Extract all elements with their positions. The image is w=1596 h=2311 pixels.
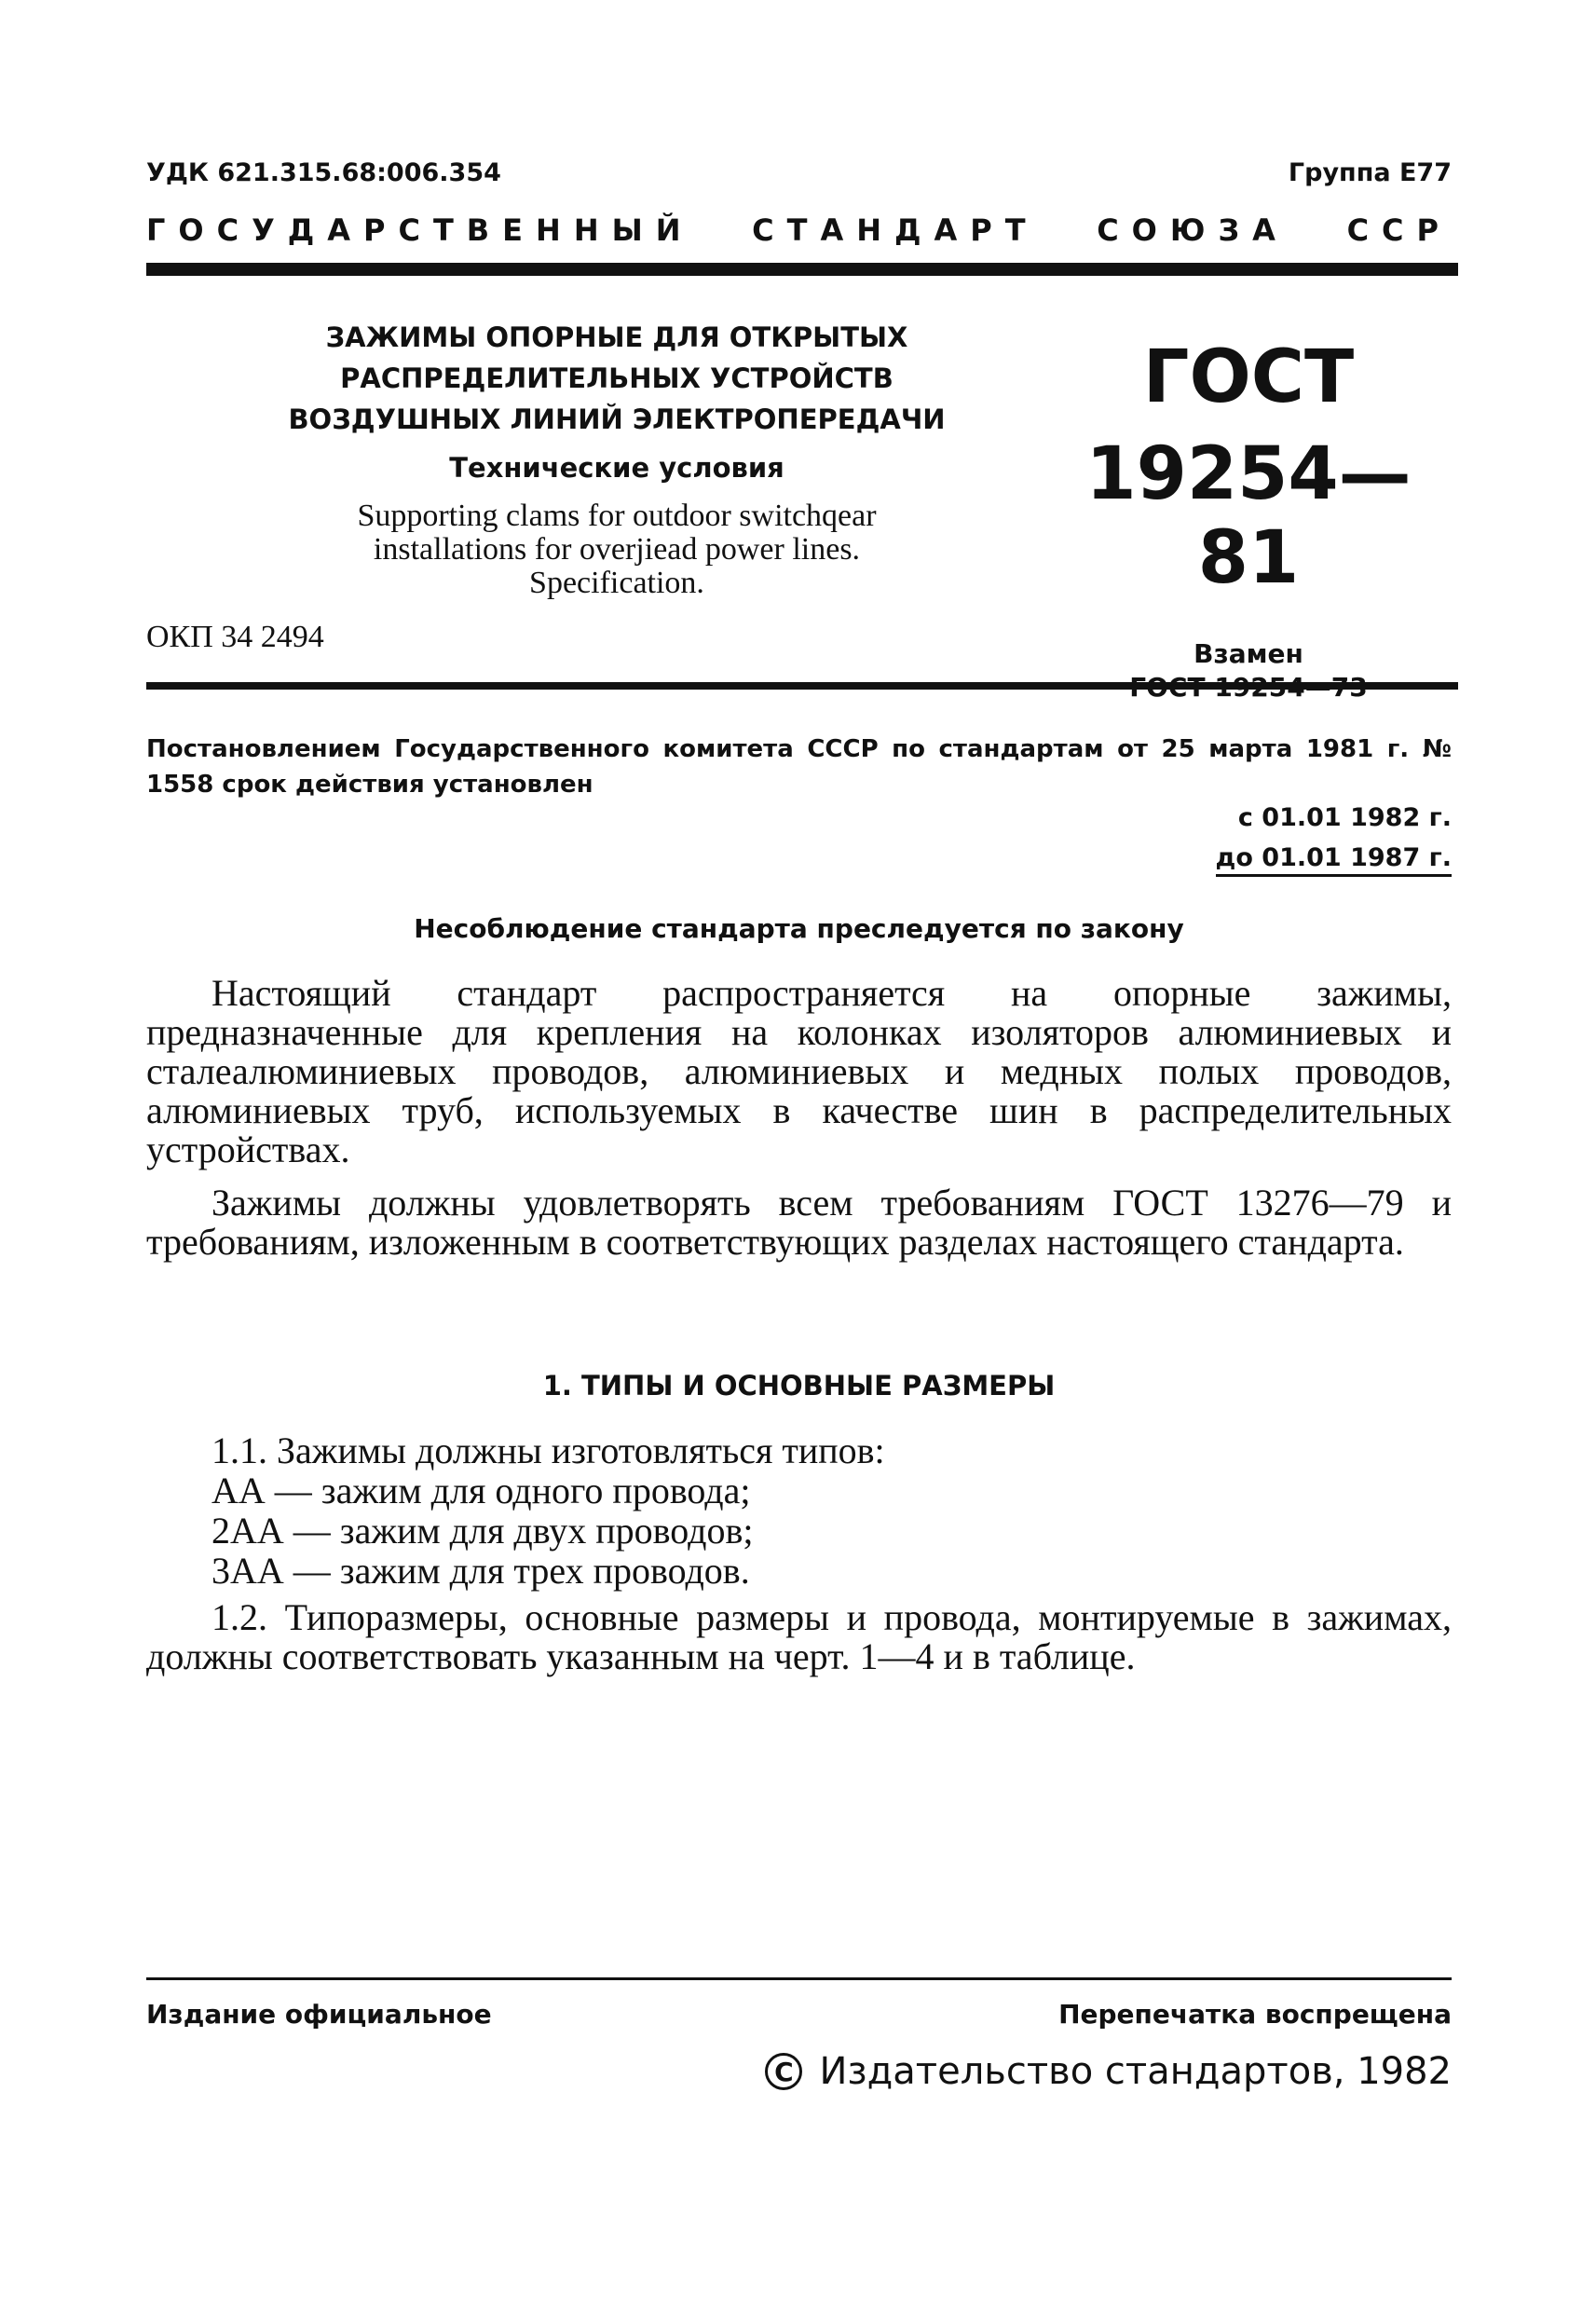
banner-word: ССР [1346,212,1452,248]
list-item: АА — зажим для одного провода; [211,1470,751,1511]
footer-divider [146,1977,1452,1980]
body-paragraph: Настоящий стандарт распространяется на опорные зажимы, предназначенные для крепления на колонках изоляторов алюминиевых и сталеалюминиевых проводов, алюминиевых и медных полых проводов, алюминиевых труб, используемых в качестве шин в распределительных устройствах. [146,972,1452,1170]
document-title [244,317,989,600]
okp-code: ОКП 34 2494 [146,620,324,654]
gost-label: ГОСТ [1142,335,1355,419]
udk-code: УДК 621.315.68:006.354 [146,158,501,187]
banner-word: ГОСУДАРСТВЕННЫЙ [146,212,694,248]
section-heading: 1. ТИПЫ И ОСНОВНЫЕ РАЗМЕРЫ [542,1370,1056,1402]
banner-word: СТАНДАРТ [752,212,1039,248]
validity-from: с 01.01 1982 г. [1237,803,1452,832]
list-item: 1.1. Зажимы должны изготовляться типов: [211,1429,885,1471]
group-code: Группа Е77 [1288,158,1452,187]
publisher-name: Издательство стандартов, 1982 [819,2050,1452,2093]
legal-warning: Несоблюдение стандарта преследуется по закону [414,913,1184,944]
decree-text: Постановлением Государственного комитета СССР по стандартам от 25 марта 1981 г. № 1558 срок действия установлен [146,735,1452,799]
middle-divider [146,682,1458,690]
state-standard-banner [146,212,1452,248]
validity-to: до 01.01 1987 г. [1216,843,1452,877]
top-divider [146,263,1458,276]
reprint-notice: Перепечатка воспрещена [1058,1999,1452,2030]
english-title-line: Specification. [529,566,704,600]
english-title-line: Supporting clams for outdoor switchqear [357,499,877,533]
title-line: РАСПРЕДЕЛИТЕЛЬНЫХ УСТРОЙСТВ [340,362,893,394]
types-list [211,1430,885,1591]
body-paragraph: 1.2. Типоразмеры, основные размеры и провода, монтируемые в зажимах, должны соответствовать указанным на черт. 1—4 и в таблице. [146,1596,1452,1677]
body-paragraph: Зажимы должны удовлетворять всем требованиям ГОСТ 13276—79 и требованиям, изложенным в соответствующих разделах настоящего стандарта. [146,1182,1452,1263]
official-edition: Издание официальное [146,1999,492,2030]
title-subtitle: Технические условия [449,452,784,484]
gost-number: 19254—81 [1085,432,1412,600]
replaces-label: Взамен [1194,638,1303,669]
copyright-icon: C [765,2053,802,2090]
gost-designation [1053,335,1444,704]
list-item: 3АА — зажим для трех проводов. [211,1550,750,1592]
banner-word: СОЮЗА [1097,212,1289,248]
title-line: ВОЗДУШНЫХ ЛИНИЙ ЭЛЕКТРОПЕРЕДАЧИ [288,403,946,435]
english-title-line: installations for overjiead power lines. [373,532,861,567]
list-item: 2АА — зажим для двух проводов; [211,1510,754,1552]
title-line: ЗАЖИМЫ ОПОРНЫЕ ДЛЯ ОТКРЫТЫХ [325,321,908,353]
publisher-line [765,2050,1452,2093]
